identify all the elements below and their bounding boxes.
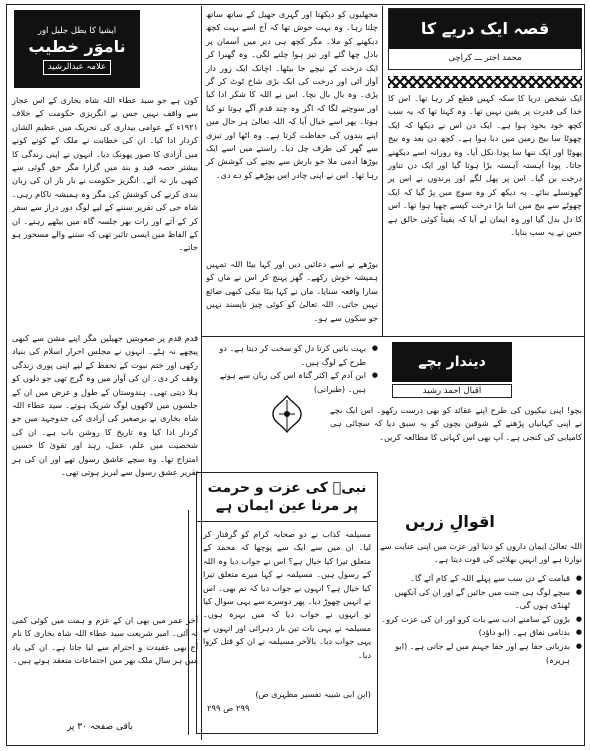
tale-title-band xyxy=(389,9,581,49)
ornament-leaf-icon xyxy=(265,392,309,436)
honor-article-source: (ابن ابی شیبہ تفسیر مظہری ص) xyxy=(255,689,371,699)
tale-title: قصہ ایک دریے کا xyxy=(420,19,550,38)
bio-title: ناموَر خطیب xyxy=(28,36,126,56)
hadith-item: ● بہت باتیں کرنا دل کو سخت کر دیتا ہے۔ دو طرح کے لوگ ہیں۔ xyxy=(206,342,378,369)
tale-byline: محمد اختر ـــ کراچی xyxy=(448,53,522,63)
honor-article-body: مسیلمہ کذاب نے دو صحابہ کرام کو گرفتار کر لیا۔ ان میں سے ایک سے پوچھا کہ محمد کے متعلق تیرا کیا خیال ہے؟ اس نے جواب دیا وہ اللہ کے رسول ہیں۔ مسیلمہ نے کہا میرے متعلق تیرا کیا خیال ہے؟ انہوں نے جواب دیا کہ تم بھی۔ اس نے انہیں چھوڑ دیا۔ پھر دوسرے سے یہی سوال کیا تو انہوں نے جواب دیا کہ میں بہرہ ہوں۔ مسیلمہ نے یہی بات تین بار دہرائی اور انہوں نے یہی جواب دیا۔ بالآخر مسیلمہ نے ان کو قتل کروا دیا۔ xyxy=(203,529,371,660)
story-paragraph-1: مجھلیوں کو دیکھتا اور گہری جھیل کے ساتھ ساتھ چلتا رہا۔ وہ بہت خوش تھا کہ آج اسے بہت کچھ دیکھنے کو ملا۔ مگر کچھ ہی دیر میں آسمان پر بادل چھا گئے اور تیز ہوا چلنے لگی۔ وہ گھبرا کر ایک درخت کے نیچے جا بیٹھا۔ اچانک ایک زور دار آواز آئی اور درخت کی ایک بڑی شاخ ٹوٹ کر گر پڑی۔ وہ بال بال بچا۔ اس نے اللہ کا شکر ادا کیا اور سوچنے لگا کہ اگر وہ چند قدم آگے ہوتا تو کیا ہوتا۔ پھر اسے خیال آیا کہ اللہ تعالیٰ ہر حال میں اپنے بندوں کی حفاظت کرتا ہے۔ وہ اٹھا اور تیزی سے گھر کی طرف چل دیا۔ راستے میں اسے ایک بوڑھا آدمی ملا جو بارش سے بچنے کی کوشش کر رہا تھا۔ اس نے اپنی چادر اس بوڑھے کو دے دی۔ xyxy=(206,9,378,180)
honor-article-ref: ۲۹۹ ص ۲۹۹ xyxy=(207,703,250,714)
quote-item: ● بدزبانی جفا ہے اور جفا جہنم میں لے جاتی ہے۔ (ابو ہریرہ) xyxy=(380,640,582,667)
bio-header xyxy=(14,10,140,88)
quotes-title: اقوالِ زریں xyxy=(405,512,495,531)
bio-byline: علامہ عبدالرشید xyxy=(43,60,111,75)
quote-item: ● قیامت کے دن سب سے پہلے اللہ کے کام آئے گا۔ xyxy=(380,572,582,586)
honor-article-box xyxy=(196,472,378,734)
tale-header xyxy=(388,8,582,70)
column-rule xyxy=(382,6,383,336)
bio-kicker: ایشیا کا بطل جلیل اور xyxy=(37,25,117,36)
children-header xyxy=(392,342,512,382)
quote-item: ● بدنامی نفاق ہے۔ (ابو داؤد) xyxy=(380,626,582,640)
quotes-list xyxy=(380,572,582,736)
children-title: دیندار بچے xyxy=(418,354,486,370)
honor-article-title: نبیؐ کی عزت و حرمت پر مرنا عین ایمان ہے xyxy=(197,473,377,522)
children-byline: اقبال احمد رشید xyxy=(392,384,512,398)
quote-item: ● سچے لوگ ہی جنت میں جائیں گے اور ان کی آنکھیں ٹھنڈی ہوں گی۔ xyxy=(380,586,582,613)
bio-paragraph-2: قدم قدم پر صعوبتیں جھیلیں مگر اپنے مشن سے کبھی پیچھے نہ ہٹے۔ انہوں نے مجلس احرار اسلام کی بنیاد رکھی اور ختم نبوت کے تحفظ کے لیے اپنی پوری زندگی وقف کر دی۔ ان کی آواز میں وہ گرج تھی جو دلوں کو ہلا دیتی تھی۔ ہندوستان کے طول و عرض میں ان کے جلسوں میں لاکھوں لوگ شریک ہوتے۔ سید عطاء اللہ شاہ بخاری نے برصغیر کی آزادی کی جدوجہد میں جو کردار ادا کیا وہ تاریخ کا روشن باب ہے۔ ان کی شخصیت میں علم، عمل، زہد اور تقویٰ کا حسین امتزاج تھا۔ وہ سچے عاشق رسول تھے اور ان کی ہر تقریر عشق رسول سے لبریز ہوتی تھی۔ xyxy=(12,333,198,478)
quote-item: ● بڑوں کے سامنے ادب سے بات کرو اور ان کی عزت کرو۔ xyxy=(380,613,582,627)
decorative-border xyxy=(388,76,582,88)
column-rule xyxy=(202,336,585,337)
hadith-list xyxy=(206,342,378,394)
bio-paragraph-3: آخر عمر میں بھی ان کے عزم و ہمت میں کوئی کمی نہ آئی۔ امیر شریعت سید عطاء اللہ شاہ بخاری کا نام آج بھی عقیدت و احترام سے لیا جاتا ہے۔ ان کی یاد میں ہر سال ملک بھر میں اجتماعات منعقد ہوتے ہیں۔ xyxy=(12,615,198,666)
tale-paragraph: ایک شخص دریا کا سکہ کہیں قطع کر رہا تھا۔ اس کا خدا کی قدرت پر یقین نہیں تھا۔ وہ کہتا تھا کہ یہ سب کچھ خود بخود ہوا ہے۔ ایک دن اس نے دیکھا کہ ایک چھوٹا سا بیج زمین میں دبا ہوا ہے۔ کچھ دن بعد وہ بیج پھوٹا اور ایک ننھا سا پودا نکل آیا۔ وہ روزانہ اسے دیکھنے جاتا۔ پودا آہستہ آہستہ بڑا ہوتا گیا اور ایک دن تناور درخت بن گیا۔ اس پر پھل لگے اور پرندوں نے اس پر گھونسلے بنائے۔ یہ دیکھ کر وہ سوچ میں پڑ گیا کہ ایک چھوٹے سے بیج میں اتنا بڑا درخت کیسے چھپا ہوا تھا۔ اس کا دل بدل گیا اور وہ ایمان لے آیا کہ یقیناً کوئی خالق ہے جس نے یہ سب بنایا۔ xyxy=(388,93,582,238)
quotes-intro: اللہ تعالیٰ ایمان داروں کو دنیا اور عزت میں اپنی عنایت سے نوازتا ہے اور انہیں بھلائی کی قوت دیتا ہے۔ xyxy=(380,541,582,565)
children-paragraph: بچو! اپنی نیکیوں کی طرح اپنے عقائد کو بھی درست رکھو۔ اس ایک بچے نے اپنی کہانیاں پڑھنے کے شوقین بچوں کو یہ سبق دیا کہ سچائی ہی کامیابی کی کنجی ہے۔ آپ بھی اس کہانی کا مطالعہ کریں۔ xyxy=(330,405,582,442)
continued-note: باقی صفحہ ۳۰ پر xyxy=(66,722,134,732)
story-paragraph-2: بوڑھے نے اسے دعائیں دیں اور کہا بیٹا اللہ تمہیں ہمیشہ خوش رکھے۔ گھر پہنچ کر اس نے ماں کو سارا واقعہ سنایا۔ ماں نے کہا بیٹا نیکی کبھی ضائع نہیں جاتی۔ اللہ تعالیٰ کو کوئی چیز ناپسند نہیں جو سکون سے ہو۔ xyxy=(206,259,378,323)
hadith-item: ● ابن آدم کے اکثر گناہ اس کی زبان سے ہوتے ہیں۔ (طبرانی) xyxy=(206,369,378,396)
bio-paragraph-1: کون ہے جو سید عطاء اللہ شاہ بخاری کے اس عجاز سے واقف نہیں جس نے انگریزی حکومت کے خلاف ۱۹۲۱ء کے عوامی بیداری کی تحریک میں عظیم الشان کردار ادا کیا۔ ان کی خطابت نے ملک کے کونے کونے میں آزادی کا صور پھونک دیا۔ انہوں نے اپنی زندگی کا بیشتر حصہ قید و بند میں گزارا مگر حق گوئی سے کبھی باز نہ آئے۔ انگریز حکومت نے بار بار ان کی زبان بندی کرنے کی کوشش کی مگر وہ ہمیشہ ناکام رہی۔ شاہ جی کی تقریر سننے کے لیے لوگ دور دراز سے سفر کر کے آتے اور رات بھر جلسہ گاہ میں بیٹھے رہتے۔ ان کے الفاظ میں ایسی تاثیر تھی کہ سننے والے مسحور ہو جاتے۔ xyxy=(12,95,198,253)
